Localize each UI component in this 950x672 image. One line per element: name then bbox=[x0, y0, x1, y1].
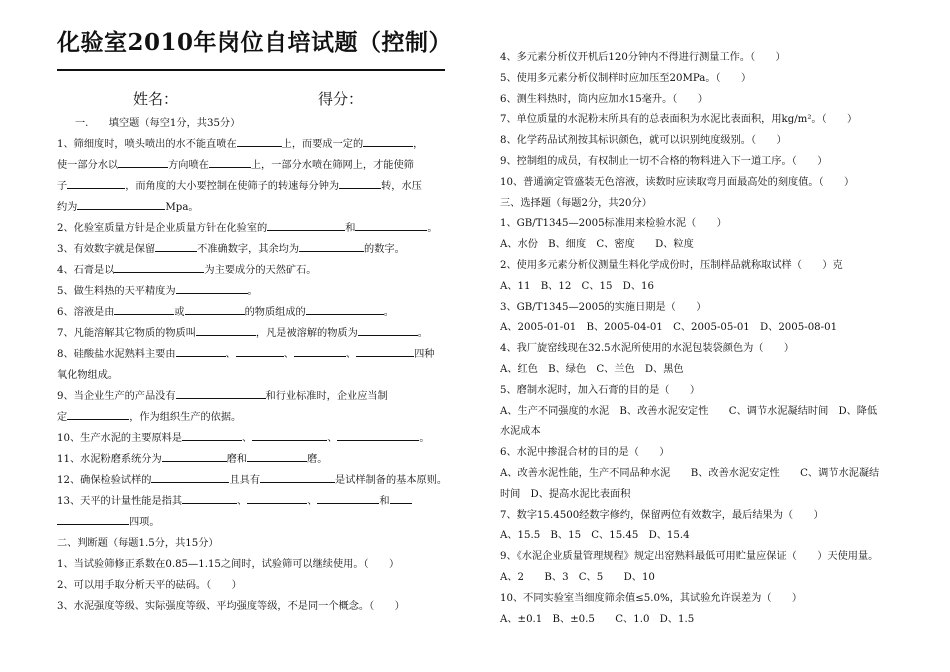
judgment-5: 5、使用多元素分析仪制样时应加压至20MPa。（ ） bbox=[500, 72, 752, 84]
question-1-line-2: 使一部分水以 方向喷在 上，一部分水喷在筛网上，才能使筛 bbox=[57, 156, 414, 177]
choice-3-options: A、2005-01-01 B、2005-04-01 C、2005-05-01 D、2005-08-01 bbox=[500, 322, 838, 334]
judgment-4: 4、多元素分析仪开机后120分钟内不得进行测量工作。（ ） bbox=[500, 52, 786, 63]
blank[interactable] bbox=[237, 135, 282, 147]
name-score-row bbox=[133, 88, 364, 109]
choice-1: 1、GB/T1345—2005标准用来检验水泥（ ） bbox=[500, 218, 727, 230]
blank[interactable] bbox=[67, 408, 129, 420]
choice-1-options: A、水份 B、细度 C、密度 D、粒度 bbox=[500, 239, 694, 251]
choice-10: 10、不同实验室当细度筛余值≤5.0%，其试验允许误差为（ ） bbox=[500, 592, 803, 604]
blank[interactable] bbox=[176, 387, 266, 399]
blank[interactable] bbox=[57, 513, 129, 525]
question-13-line-1: 13、天平的计量性能是指其 、 、 和 bbox=[57, 492, 412, 513]
blank[interactable] bbox=[155, 240, 197, 252]
right-column bbox=[500, 48, 905, 630]
blank[interactable] bbox=[355, 219, 427, 231]
question-6: 6、溶液是由 或 的物质组成的 。 bbox=[57, 303, 394, 324]
choice-3: 3、GB/T1345—2005的实施日期是（ ） bbox=[500, 301, 707, 313]
question-8-line-2: 氧化物组成。 bbox=[57, 370, 119, 381]
question-8-line-1: 8、硅酸盐水泥熟料主要由 、 、 、 四种 bbox=[57, 345, 434, 366]
choice-6-options-line-2: 时间 D、提高水泥比表面积 bbox=[500, 488, 631, 500]
blank[interactable] bbox=[356, 345, 414, 357]
question-2: 2、化验室质量方针是企业质量方针在化验室的 和 。 bbox=[57, 219, 438, 240]
question-12: 12、确保检验试样的 且具有 是试样制备的基本原则。 bbox=[57, 471, 447, 492]
score-label: 得分： bbox=[318, 90, 364, 108]
blank[interactable] bbox=[162, 450, 227, 462]
choice-5-options-line-1: A、生产不同强度的水泥 B、改善水泥安定性 C、调节水泥凝结时间 D、降低 bbox=[500, 405, 878, 417]
choice-5-options-line-2: 水泥成本 bbox=[500, 426, 541, 438]
blank[interactable] bbox=[77, 198, 165, 210]
question-13-line-2: 四项。 bbox=[57, 513, 160, 534]
blank[interactable] bbox=[151, 471, 229, 483]
blank[interactable] bbox=[185, 303, 245, 315]
choice-4: 4、我厂旋窑线现在32.5水泥所使用的水泥包装袋颜色为（ ） bbox=[500, 343, 795, 355]
question-1-line-3: 子 ，而角度的大小要控制在使筛子的转速每分钟为 转，水压 bbox=[57, 177, 422, 198]
judgment-6: 6、测生料热时，筒内应加水15毫升。（ ） bbox=[500, 93, 708, 105]
question-9-line-2: 定 ，作为组织生产的依据。 bbox=[57, 408, 241, 429]
blank[interactable] bbox=[294, 345, 346, 357]
name-label: 姓名： bbox=[133, 90, 179, 108]
blank[interactable] bbox=[196, 324, 256, 336]
choice-6-options-line-1: A、改善水泥性能，生产不同品种水泥 B、改善水泥安定性 C、调节水泥凝结 bbox=[500, 467, 880, 479]
question-1-line-1: 1、筛细度时，喷头喷出的水不能直喷在 上，而要成一定的 ， bbox=[57, 135, 423, 156]
title-rule bbox=[57, 69, 445, 71]
blank[interactable] bbox=[247, 492, 307, 504]
judgment-8: 8、化学药品试剂按其标识颜色，就可以识别纯度级别。（ ） bbox=[500, 135, 787, 147]
judgment-1: 1、当试验筛修正系数在0.85—1.15之间时，试验筛可以继续使用。（ ） bbox=[57, 559, 400, 570]
choice-7: 7、数字15.4500经数字修约，保留两位有效数字，最后结果为（ ） bbox=[500, 509, 824, 521]
judgment-10: 10、普通滴定管盛装无色溶液，读数时应读取弯月面最高处的刻度值。（ ） bbox=[500, 176, 855, 188]
choice-9-options: A、2 B、3 C、5 D、10 bbox=[500, 571, 655, 583]
question-4: 4、石膏是以 为主要成分的天然矿石。 bbox=[57, 261, 316, 282]
blank[interactable] bbox=[182, 492, 237, 504]
blank[interactable] bbox=[114, 303, 174, 315]
question-5: 5、做生料热的天平精度为 。 bbox=[57, 282, 258, 303]
question-3: 3、有效数字就是保留 不准确数字，其余均为 的数字。 bbox=[57, 240, 405, 261]
section-judgment: 二、判断题（每题1.5分，共15分） bbox=[57, 538, 219, 549]
blank[interactable] bbox=[209, 156, 251, 168]
judgment-9: 9、控制组的成员，有权制止一切不合格的物料进入下一道工序。（ ） bbox=[500, 155, 828, 167]
section-choice: 三、选择题（每题2分，共20分） bbox=[500, 197, 652, 209]
blank[interactable] bbox=[247, 450, 307, 462]
blank[interactable] bbox=[182, 429, 242, 441]
section-fill-blank: 一. 填空题（每空1分，共35分） bbox=[75, 118, 241, 129]
blank[interactable] bbox=[390, 492, 412, 504]
question-9-line-1: 9、当企业生产的产品没有 和行业标准时，企业应当制 bbox=[57, 387, 388, 408]
blank[interactable] bbox=[299, 240, 364, 252]
blank[interactable] bbox=[118, 156, 168, 168]
blank[interactable] bbox=[317, 492, 379, 504]
blank[interactable] bbox=[339, 177, 381, 189]
blank[interactable] bbox=[267, 219, 345, 231]
blank[interactable] bbox=[337, 429, 419, 441]
blank[interactable] bbox=[363, 135, 413, 147]
question-11: 11、水泥粉磨系统分为 磨和 磨。 bbox=[57, 450, 327, 471]
choice-9: 9、《水泥企业质量管理规程》规定出窑熟料最低可用贮量应保证（ ）天使用量。 bbox=[500, 551, 879, 563]
question-7: 7、凡能溶解其它物质的物质叫 ，凡是被溶解的物质为 。 bbox=[57, 324, 428, 345]
choice-2-options: A、11 B、12 C、15 D、16 bbox=[500, 280, 654, 292]
question-1-line-4: 约为 Mpa。 bbox=[57, 198, 199, 219]
judgment-7: 7、单位质量的水泥粉末所具有的总表面积为水泥比表面积，用kg/m²。（ ） bbox=[500, 114, 858, 126]
choice-6: 6、水泥中掺混合材的目的是（ ） bbox=[500, 447, 670, 459]
blank[interactable] bbox=[358, 324, 418, 336]
blank[interactable] bbox=[67, 177, 125, 189]
choice-5: 5、磨制水泥时，加入石膏的目的是（ ） bbox=[500, 384, 701, 396]
blank[interactable] bbox=[114, 261, 204, 273]
choice-2: 2、使用多元素分析仪测量生料化学成份时，压制样品就称取试样（ ）克 bbox=[500, 259, 843, 271]
blank[interactable] bbox=[176, 282, 248, 294]
choice-10-options: A、±0.1 B、±0.5 C、1.0 D、1.5 bbox=[500, 613, 695, 625]
blank[interactable] bbox=[260, 471, 335, 483]
judgment-2: 2、可以用手取分析天平的砝码。（ ） bbox=[57, 580, 242, 591]
blank[interactable] bbox=[252, 429, 327, 441]
choice-7-options: A、15.5 B、15 C、15.45 D、15.4 bbox=[500, 530, 690, 542]
blank[interactable] bbox=[176, 345, 226, 357]
judgment-3: 3、水泥强度等级、实际强度等级、平均强度等级，不是同一个概念。（ ） bbox=[57, 601, 405, 612]
question-10: 10、生产水泥的主要原料是 、 、 。 bbox=[57, 429, 430, 450]
page-title: 化验室2010年岗位自培试题（控制） bbox=[57, 29, 453, 56]
blank[interactable] bbox=[236, 345, 284, 357]
choice-4-options: A、红色 B、绿色 C、兰色 D、黑色 bbox=[500, 363, 684, 375]
blank[interactable] bbox=[306, 303, 384, 315]
